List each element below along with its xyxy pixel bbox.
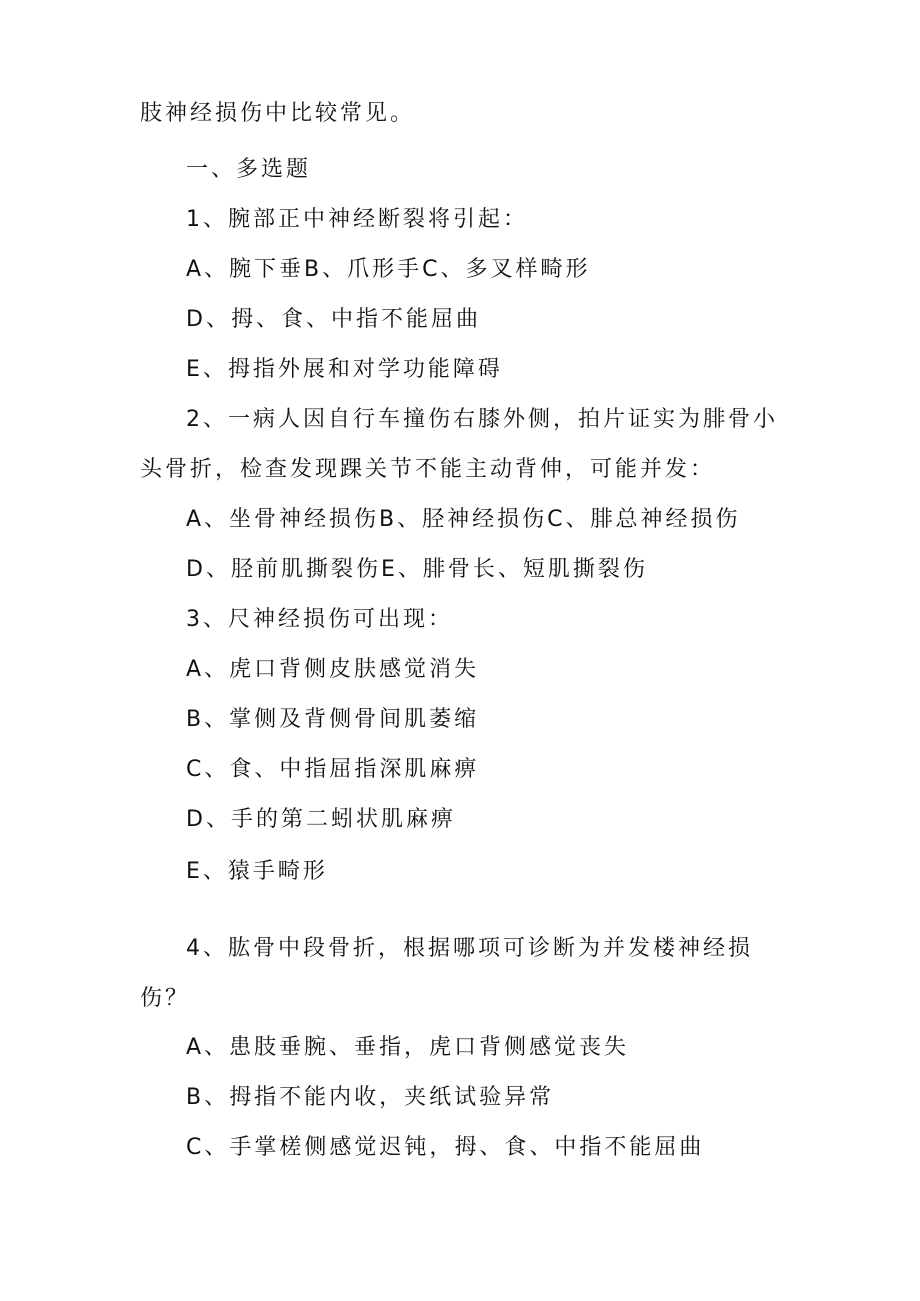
text-line: 肢神经损伤中比较常见。 bbox=[140, 101, 416, 126]
question-3-option-d: D、手的第二蚓状肌麻痹 bbox=[186, 807, 456, 832]
question-3-option-e: E、猿手畸形 bbox=[186, 859, 328, 884]
question-1-options-abc: A、腕下垂B、爪形手C、多叉样畸形 bbox=[186, 257, 591, 282]
question-4-option-b: B、拇指不能内收，夹纸试验异常 bbox=[186, 1085, 555, 1110]
question-4-option-c: C、手掌槎侧感觉迟钝，拇、食、中指不能屈曲 bbox=[186, 1135, 705, 1160]
question-1: 1、腕部正中神经断裂将引起： bbox=[186, 207, 528, 232]
question-2: 2、一病人因自行车撞伤右膝外侧，拍片证实为腓骨小 bbox=[186, 407, 778, 432]
question-4: 4、肱骨中段骨折，根据哪项可诊断为并发楼神经损 bbox=[186, 936, 753, 961]
question-3-option-a: A、虎口背侧皮肤感觉消失 bbox=[186, 657, 480, 682]
question-4-option-a: A、患肢垂腕、垂指，虎口背侧感觉丧失 bbox=[186, 1035, 630, 1060]
question-1-option-e: E、拇指外展和对学功能障碍 bbox=[186, 357, 503, 382]
question-2-options-abc: A、坐骨神经损伤B、胫神经损伤C、腓总神经损伤 bbox=[186, 507, 741, 532]
question-3-option-c: C、食、中指屈指深肌麻痹 bbox=[186, 757, 480, 782]
question-3-option-b: B、掌侧及背侧骨间肌萎缩 bbox=[186, 707, 480, 732]
question-4-continued: 伤？ bbox=[140, 986, 191, 1011]
section-heading: 一、多选题 bbox=[186, 157, 312, 182]
question-2-continued: 头骨折，检查发现踝关节不能主动背伸，可能并发： bbox=[140, 457, 716, 482]
question-3: 3、尺神经损伤可出现： bbox=[186, 607, 453, 632]
question-2-options-de: D、胫前肌撕裂伤E、腓骨长、短肌撕裂伤 bbox=[186, 557, 648, 582]
question-1-option-d: D、拇、食、中指不能屈曲 bbox=[186, 307, 481, 332]
